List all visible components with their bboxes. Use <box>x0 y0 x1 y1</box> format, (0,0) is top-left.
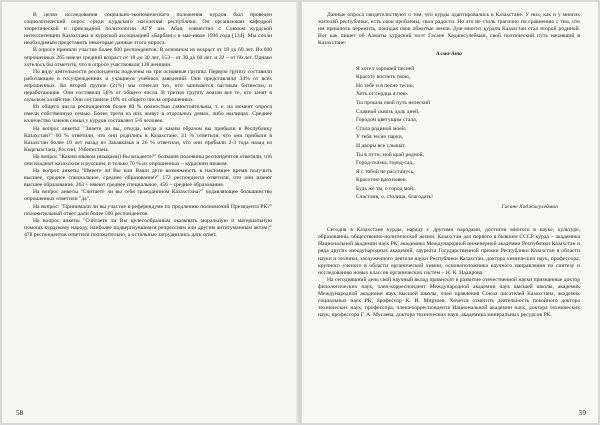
paragraph: Из общего числа респондентов более 80 % полностью самостоятельны, т. е. на момент опроса имели собственную семью. Более трети из них живут в отдельных домах, либо жилищах. Среднее количество членов семьи у курдов составляет 5-6 человек. <box>24 104 272 125</box>
paragraph: В опросе приняли участие более 600 респондентов. В основном их возраст от 18 до 60 лет. Из 600 опрошенных 265 имели средний возраст от 18 до 30 лет, 153 – от 30 до 60 лет, и 22 – от 60 лет. Однако хотелось бы отметить, что в опросе участвовали 138 женщин. <box>24 47 272 68</box>
poem-line: Городом цветущим стала, <box>356 117 418 124</box>
poem-line: Стала родиной моей. <box>356 125 407 132</box>
paragraph: На вопрос анкеты: "Знаете ли вы, откуда, когда и каким образом вы прибыли в Республику Казахстан?" 60 % ответили, что они родились в Казахстане, 31 % ответили, что они прибыли в Казахстан более 10 лет назад из Закавказья и 26 % ответили, что они прибыли 2-3 года назад из Кыргызстана, России, Узбекистана. <box>24 125 272 153</box>
poem-line: Счастлив, о, столица, благодать! <box>356 194 434 201</box>
left-page <box>2 2 298 423</box>
poem-line: Хоть от сердца я пою. <box>356 91 409 98</box>
paragraph: Сегодня в Казахстане курды, наряду с другими народами, достигли многого в науке, культуре, образовании, общественно-политической жизни. Казахстан дал первого в бывшем СССР курда – академика Национальной академии наук РК, академика Международной инженерной академии Республики Казахстан и ряда других международных академий, лауреата Государственной премии Республики Казахстан в области науки и техники, заслуженного деятеля науки Республики Казахстан, доктора химических наук, профессора, крупного ученого в области органической химии, основоположника научного направления по синтезу и исследованию новых классов органических систем – Н. К. Надирова. <box>318 227 580 276</box>
poem-line: Ты прошла свой путь нелегкий <box>356 99 431 106</box>
book-spread <box>2 2 598 423</box>
paragraph: На сегодняшний день свой научный вклад привносят в развитие отечественной науки признанные доктор филологических наук, член-корреспондент Международной академии наук высшей школы, академик Международной академии наук высшей школы, член правления Союза писателей Казахстана, академик социальных наук РК, профессор К. И. Мирзоев. Хочется отметить деятельность покойного доктора технических наук, профессора, члена-корреспондента Национальной академии наук, доктора технических наук, профессора Г. А. Мусаева, доктора технических наук, академика минеральных ресурсов РК. <box>318 276 580 319</box>
poem <box>356 65 580 203</box>
poem-line: Но тебе и в песне тесно, <box>356 82 414 89</box>
paragraph: На вопрос анкеты "Имеете ли Вы или Ваши дети возможность в настоящее время получить высшее, среднее специальное, среднее образование?" 172 респондента ответили, что они имеют высшее образование, 263 – имеют среднее специальное, 456 – среднее образование. <box>24 168 272 189</box>
paragraph: На вопрос анкеты "Считаете ли Вы целесообразным оказывать моральную и материальную помощь курдскому народу, наиболее подвергнувшимся репрессиям или другим антигуманным актам?" 478 респондентов ответили положительно, а остальные затруднились дать ответ. <box>24 217 272 238</box>
poem-line: Красотою вдохновен. <box>356 177 408 184</box>
poem-line: Ты в пути, мой край родной, <box>356 151 424 158</box>
poem-line: Город-сказка, город-сад, <box>356 160 414 167</box>
poem-signature: Гасане Хаджисулейман <box>501 204 558 211</box>
paragraph: На вопрос "Каким языком (языками) Вы владеете?" большие половины респондентов ответили, что они владеют казахским и русским, и только 70 % из опрошенных – курдским языком. <box>24 153 272 167</box>
paragraph: В целях исследования социально-экономического положения курдов был проведен социологический опрос среди курдского населения республики. Он организован кафедрой теоретической и прикладной политологии АГУ им. Абая, совместно с Союзом курдской интеллигенции Казахстана и курдской ассоциацией «Барбанг» в мае-июле 1996 года [134]. Мы сочли необходимым представить некоторые данные этого опроса. <box>24 12 272 47</box>
poem-line: И дворы все слышат, <box>356 142 406 149</box>
paragraph: На вопрос анкеты "Считаете ли вы себя гражданином Казахстана?" подавляющее большинство опрошенных ответили "да". <box>24 189 272 203</box>
intro-paragraph: Данные опроса свидетельствуют о том, что курды адаптировались в Казахстане. У них, как и у многих жителей республики, есть свои проблемы, свои радости. Но это не столь трагично по сравнению с тем, что им пришлось пережить, покидая свои обжитые земли. Для многих курдов Казахстан стал второй родиной. Вот как пишет об Алматы курдский поэт Гасане Хаджисулейман, свой поэтический путь начавший в Казахстане: <box>318 12 580 47</box>
page-number-right: 59 <box>579 409 586 417</box>
poem-line: Славной сквозь даль дней, <box>356 108 420 115</box>
poem-line: Будь же ты, о город мой, <box>356 185 415 192</box>
spacer <box>318 219 580 227</box>
paragraph: По виду деятельности респонденты поделены на три основные группы. Первую группу составили работающие в госучреждениях и учащиеся учебных заведений. Они представляли 34% от всех опрошенных. Ко второй группе (21%) мы отнесли тех, кто занимается частным бизнесом, и неработающие. Они составили 56% от общего числа. В третью группу вошли все те, кто занят в сельском хозяйстве. Они составили 10% от общего числа опрошенных. <box>24 68 272 104</box>
poem-line: Я с тобой не расстанусь, <box>356 168 415 175</box>
right-page <box>302 2 598 423</box>
left-text-column <box>24 12 272 239</box>
paragraph: На вопрос: "Принимали ли вы участие в референдуме по продлению полномочий Президента РК?" положительный ответ дали более 500 респондентов. <box>24 203 272 217</box>
page-number-left: 58 <box>16 409 23 417</box>
poem-line: Я хотел хорошей песней <box>356 65 415 72</box>
poem-title: Алма-Ата <box>436 51 462 58</box>
poem-line: У тебя тесно парки, <box>356 134 404 141</box>
right-text-column <box>318 12 580 319</box>
poem-line: Красоту воспеть твою, <box>356 74 411 81</box>
